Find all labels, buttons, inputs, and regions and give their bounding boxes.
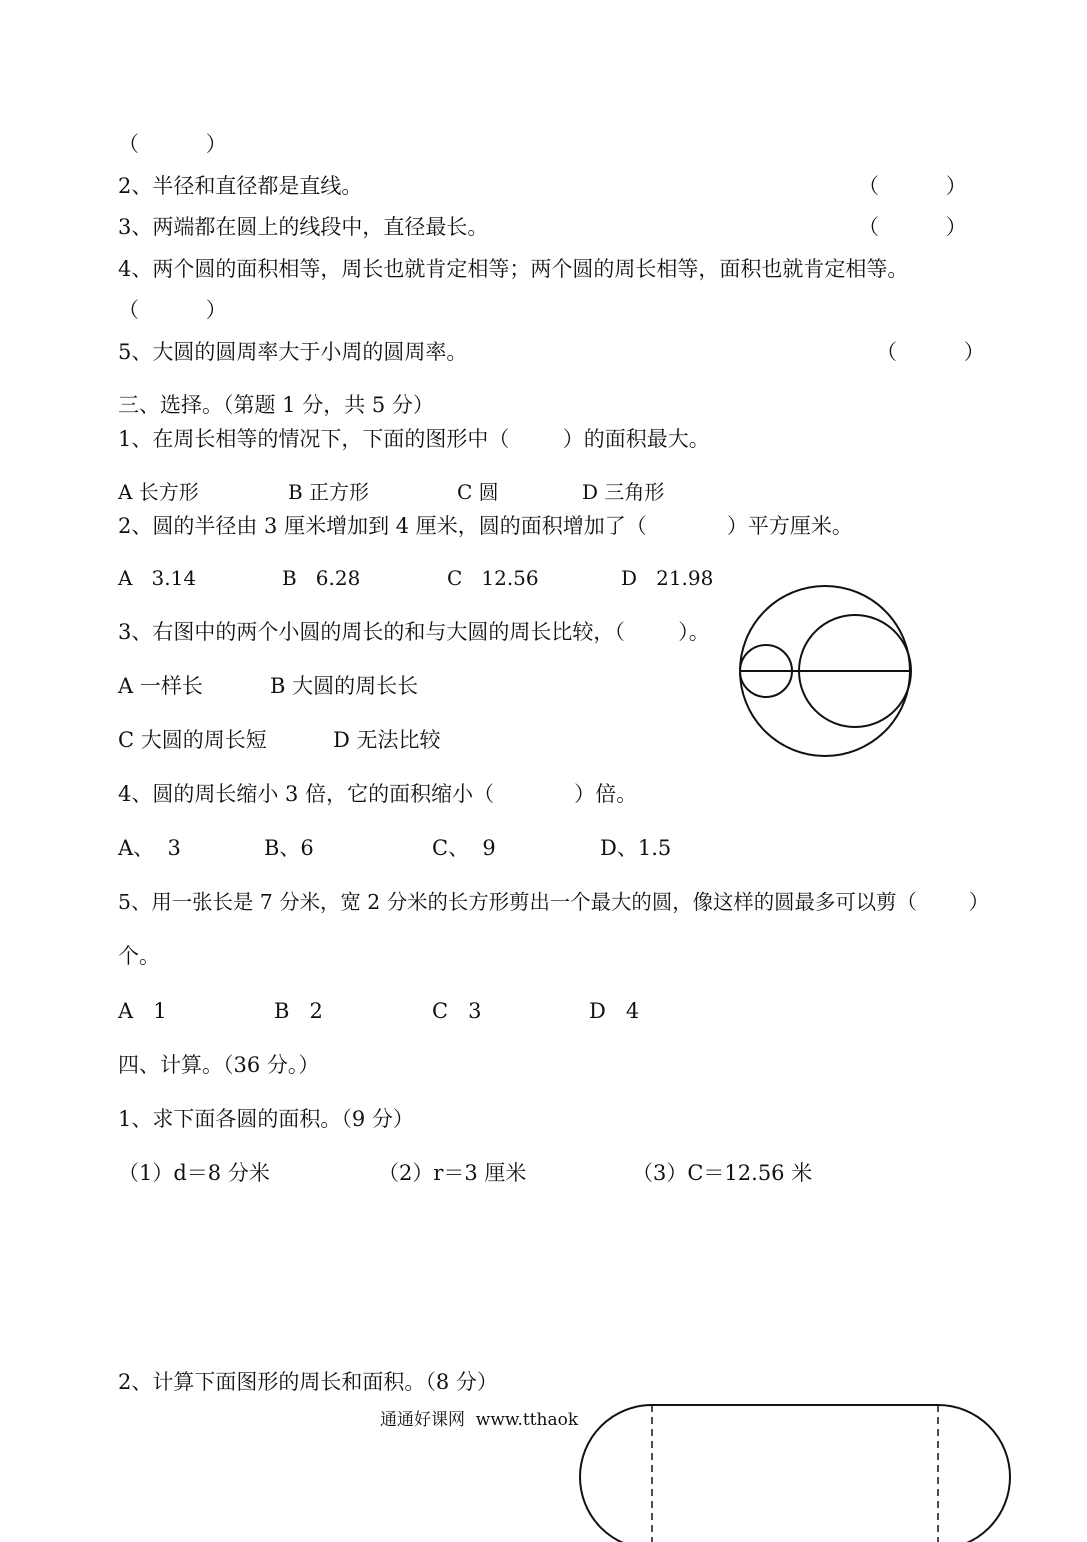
calc-1-item-2: （2）r＝3 厘米: [378, 1161, 527, 1185]
calc-question-2: 2、计算下面图形的周长和面积。（8 分）: [118, 1370, 498, 1394]
choice-1-option-a: A 长方形: [118, 480, 199, 504]
choice-question-1: 1、在周长相等的情况下，下面的图形中（ ）的面积最大。: [118, 427, 710, 451]
choice-4-option-a: A、 3: [118, 836, 181, 860]
choice-2-option-b: B 6.28: [282, 566, 361, 590]
stadium-figure: [576, 1402, 1016, 1542]
choice-2-option-d: D 21.98: [621, 566, 714, 590]
section-choice-heading: 三、选择。（第题 1 分，共 5 分）: [118, 393, 434, 417]
footer-watermark: 通通好课网 www.tthaok: [380, 1410, 579, 1430]
choice-question-5: 5、用一张长是 7 分米，宽 2 分米的长方形剪出一个最大的圆，像这样的圆最多可以剪（ ）: [118, 890, 990, 914]
choice-5-option-d: D 4: [589, 999, 640, 1023]
choice-4-option-c: C、 9: [432, 836, 496, 860]
choice-1-option-d: D 三角形: [582, 480, 665, 504]
tf-question-3: 3、两端都在圆上的线段中，直径最长。: [118, 215, 489, 239]
calc-1-item-3: （3）C＝12.56 米: [632, 1161, 813, 1185]
choice-question-3: 3、右图中的两个小圆的周长的和与大圆的周长比较，（ ）。: [118, 620, 710, 644]
choice-3-option-c: C 大圆的周长短: [118, 728, 267, 752]
choice-question-4: 4、圆的周长缩小 3 倍，它的面积缩小（ ）倍。: [118, 782, 638, 806]
choice-4-option-b: B、6: [264, 836, 314, 860]
section-calc-heading: 四、计算。（36 分。）: [118, 1053, 320, 1077]
tf-question-3-blank: （ ）: [858, 215, 967, 239]
choice-3-option-a: A 一样长: [118, 674, 203, 698]
tf-question-2: 2、半径和直径都是直线。: [118, 174, 363, 198]
answer-blank-top: （ ）: [118, 132, 227, 156]
choice-3-option-b: B 大圆的周长长: [270, 674, 419, 698]
circles-figure: [738, 584, 914, 760]
tf-question-5: 5、大圆的圆周率大于小周的圆周率。: [118, 340, 468, 364]
choice-5-option-b: B 2: [274, 999, 323, 1023]
choice-1-option-b: B 正方形: [288, 480, 370, 504]
tf-question-5-blank: （ ）: [876, 340, 985, 364]
calc-question-1: 1、求下面各圆的面积。（9 分）: [118, 1107, 414, 1131]
choice-2-option-c: C 12.56: [447, 566, 539, 590]
choice-5-option-c: C 3: [432, 999, 482, 1023]
choice-5-option-a: A 1: [118, 999, 167, 1023]
choice-1-option-c: C 圆: [457, 480, 499, 504]
choice-2-option-a: A 3.14: [118, 566, 197, 590]
tf-question-2-blank: （ ）: [858, 174, 967, 198]
calc-1-item-1: （1）d＝8 分米: [118, 1161, 270, 1185]
tf-question-4: 4、两个圆的面积相等，周长也就肯定相等；两个圆的周长相等，面积也就肯定相等。: [118, 257, 909, 281]
choice-question-5-continued: 个。: [118, 944, 160, 968]
choice-4-option-d: D、1.5: [600, 836, 672, 860]
tf-question-4-blank: （ ）: [118, 298, 227, 322]
choice-3-option-d: D 无法比较: [333, 728, 441, 752]
choice-question-2: 2、圆的半径由 3 厘米增加到 4 厘米，圆的面积增加了（ ）平方厘米。: [118, 514, 853, 538]
stadium-shape: [580, 1405, 1010, 1542]
